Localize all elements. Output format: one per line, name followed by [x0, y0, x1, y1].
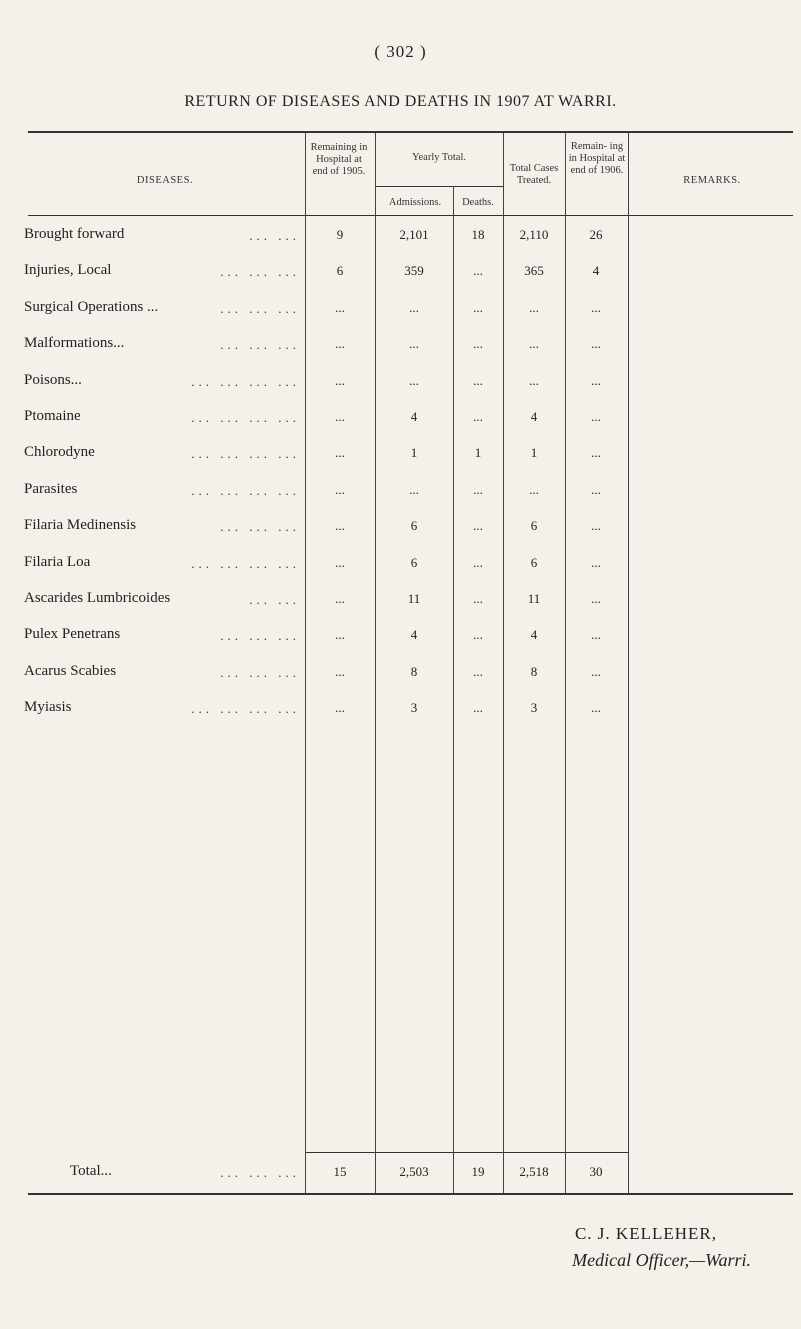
table-row-9-remaining-cell: ... — [335, 518, 345, 533]
table-row-3-remaining-cell: ... — [335, 300, 345, 315]
table-row-7-label: Chlorodyne — [24, 444, 95, 460]
table-row-11-remaining-cell: ... — [335, 591, 345, 606]
table-row-2-total-cell: 365 — [524, 263, 544, 278]
header-bottom-rule — [28, 215, 793, 216]
table-row-10-leader-dots: ... ... ... ... — [191, 556, 300, 571]
header-remaining: Remaining in Hospital at end of 1905. — [310, 142, 368, 177]
table-row-10-deaths-cell: ... — [473, 555, 483, 570]
table-row-5-remaining-cell: ... — [335, 373, 345, 388]
table-row-8-total-cell: ... — [529, 482, 539, 497]
table-row-14-remaining-end-cell: ... — [591, 700, 601, 715]
table-row-11-deaths-cell: ... — [473, 591, 483, 606]
table-top-rule — [28, 131, 793, 133]
table-row-5-leader-dots: ... ... ... ... — [191, 374, 300, 389]
table-row-8-deaths-cell: ... — [473, 482, 483, 497]
table-row-8-admissions-cell: ... — [409, 482, 419, 497]
total-row-remaining-cell: 15 — [333, 1164, 347, 1179]
table-row-1-leader-dots: ... ... — [249, 228, 300, 243]
header-remaining-end: Remain- ing in Hospital at end of 1906. — [568, 141, 626, 176]
table-row-2-label: Injuries, Local — [24, 262, 112, 278]
table-row-14-remaining-cell: ... — [335, 700, 345, 715]
table-row-4-deaths-cell: ... — [473, 336, 483, 351]
table-row-7-deaths-cell: 1 — [474, 445, 482, 460]
table-row-7-remaining-end-cell: ... — [591, 445, 601, 460]
table-row-13-deaths-cell: ... — [473, 664, 483, 679]
table-row-3-total-cell: ... — [529, 300, 539, 315]
table-row-6-label: Ptomaine — [24, 408, 81, 424]
table-row-7-admissions-cell: 1 — [410, 445, 418, 460]
table-row-1-deaths-cell: 18 — [471, 227, 485, 242]
table-row-14-label: Myiasis — [24, 699, 72, 715]
table-row-5-remaining-end-cell: ... — [591, 373, 601, 388]
table-row-12-remaining-cell: ... — [335, 627, 345, 642]
table-row-8-remaining-end-cell: ... — [591, 482, 601, 497]
col-divider-4 — [503, 133, 504, 1193]
table-row-10-remaining-cell: ... — [335, 555, 345, 570]
table-row-14-leader-dots: ... ... ... ... — [191, 701, 300, 716]
table-row-12-leader-dots: ... ... ... — [220, 628, 300, 643]
table-row-13-total-cell: 8 — [530, 664, 538, 679]
table-row-10-admissions-cell: 6 — [410, 555, 418, 570]
table-row-9-admissions-cell: 6 — [410, 518, 418, 533]
table-row-6-total-cell: 4 — [530, 409, 538, 424]
table-row-7-remaining-cell: ... — [335, 445, 345, 460]
table-row-10-remaining-end-cell: ... — [591, 555, 601, 570]
table-row-12-remaining-end-cell: ... — [591, 627, 601, 642]
header-total-cases: Total Cases Treated. — [509, 163, 559, 186]
table-row-6-admissions-cell: 4 — [410, 409, 418, 424]
table-row-11-leader-dots: ... ... — [249, 592, 300, 607]
table-row-14-admissions-cell: 3 — [410, 700, 418, 715]
col-divider-5 — [565, 133, 566, 1193]
table-row-9-label: Filaria Medinensis — [24, 517, 137, 533]
table-row-4-total-cell: ... — [529, 336, 539, 351]
total-top-rule — [305, 1152, 628, 1153]
table-row-3-remaining-end-cell: ... — [591, 300, 601, 315]
header-diseases: DISEASES. — [136, 175, 194, 186]
table-row-11-label: Ascarides Lumbricoides — [24, 590, 171, 606]
table-bottom-rule — [28, 1193, 793, 1195]
table-row-8-label: Parasites — [24, 481, 78, 497]
table-row-9-deaths-cell: ... — [473, 518, 483, 533]
table-row-1-remaining-cell: 9 — [336, 227, 344, 242]
table-row-9-remaining-end-cell: ... — [591, 518, 601, 533]
table-row-1-admissions-cell: 2,101 — [399, 227, 429, 242]
table-row-13-remaining-end-cell: ... — [591, 664, 601, 679]
table-row-2-deaths-cell: ... — [473, 263, 483, 278]
page-title: RETURN OF DISEASES AND DEATHS IN 1907 AT WARRI. — [184, 93, 617, 110]
table-row-12-total-cell: 4 — [530, 627, 538, 642]
table-row-5-admissions-cell: ... — [409, 373, 419, 388]
table-row-13-leader-dots: ... ... ... — [220, 665, 300, 680]
table-row-4-remaining-end-cell: ... — [591, 336, 601, 351]
table-row-8-remaining-cell: ... — [335, 482, 345, 497]
signature-title: Medical Officer,—Warri. — [572, 1250, 751, 1270]
table-row-3-leader-dots: ... ... ... — [220, 301, 300, 316]
table-row-1-remaining-end-cell: 26 — [589, 227, 603, 242]
table-row-5-deaths-cell: ... — [473, 373, 483, 388]
header-remarks: REMARKS. — [683, 175, 741, 186]
table-row-5-total-cell: ... — [529, 373, 539, 388]
header-deaths: Deaths. — [462, 197, 494, 208]
header-yearly-total: Yearly Total. — [411, 152, 466, 163]
table-row-10-total-cell: 6 — [530, 555, 538, 570]
col-divider-2 — [375, 133, 376, 1193]
table-row-6-remaining-end-cell: ... — [591, 409, 601, 424]
table-row-6-deaths-cell: ... — [473, 409, 483, 424]
table-row-2-admissions-cell: 359 — [404, 263, 424, 278]
total-row-label: Total... — [70, 1163, 112, 1179]
table-row-9-leader-dots: ... ... ... — [220, 519, 300, 534]
table-row-12-label: Pulex Penetrans — [24, 626, 121, 642]
table-row-3-label: Surgical Operations ... — [24, 299, 159, 315]
table-row-2-remaining-end-cell: 4 — [592, 263, 600, 278]
table-row-4-leader-dots: ... ... ... — [220, 337, 300, 352]
table-row-11-remaining-end-cell: ... — [591, 591, 601, 606]
total-row-remaining-end-cell: 30 — [589, 1164, 603, 1179]
total-row-deaths-cell: 19 — [471, 1164, 485, 1179]
table-row-12-deaths-cell: ... — [473, 627, 483, 642]
table-row-10-label: Filaria Loa — [24, 554, 91, 570]
table-row-6-leader-dots: ... ... ... ... — [191, 410, 300, 425]
table-row-7-total-cell: 1 — [530, 445, 538, 460]
table-row-11-admissions-cell: 11 — [407, 591, 421, 606]
table-row-14-total-cell: 3 — [530, 700, 538, 715]
table-row-9-total-cell: 6 — [530, 518, 538, 533]
header-admissions: Admissions. — [388, 197, 442, 208]
table-row-6-remaining-cell: ... — [335, 409, 345, 424]
total-row-total-cell: 2,518 — [519, 1164, 549, 1179]
table-row-8-leader-dots: ... ... ... ... — [191, 483, 300, 498]
table-row-4-remaining-cell: ... — [335, 336, 345, 351]
yearly-subrule — [375, 186, 503, 187]
table-row-2-leader-dots: ... ... ... — [220, 264, 300, 279]
table-row-13-admissions-cell: 8 — [410, 664, 418, 679]
signature-name: C. J. KELLEHER, — [574, 1224, 717, 1243]
page-number: ( 302 ) — [374, 42, 427, 61]
total-row-admissions-cell: 2,503 — [399, 1164, 429, 1179]
table-row-1-label: Brought forward — [24, 226, 125, 242]
table-row-5-label: Poisons... — [24, 372, 82, 388]
table-row-7-leader-dots: ... ... ... ... — [191, 446, 300, 461]
table-row-4-label: Malformations... — [24, 335, 125, 351]
table-row-4-admissions-cell: ... — [409, 336, 419, 351]
col-divider-1 — [305, 133, 306, 1193]
table-row-1-total-cell: 2,110 — [519, 227, 549, 242]
table-row-13-remaining-cell: ... — [335, 664, 345, 679]
table-row-3-admissions-cell: ... — [409, 300, 419, 315]
table-row-13-label: Acarus Scabies — [24, 663, 117, 679]
table-row-2-remaining-cell: 6 — [336, 263, 344, 278]
table-row-11-total-cell: 11 — [527, 591, 541, 606]
table-row-3-deaths-cell: ... — [473, 300, 483, 315]
total-row-leader-dots: ... ... ... — [220, 1165, 300, 1180]
table-row-14-deaths-cell: ... — [473, 700, 483, 715]
table-row-12-admissions-cell: 4 — [410, 627, 418, 642]
col-divider-6 — [628, 133, 629, 1193]
